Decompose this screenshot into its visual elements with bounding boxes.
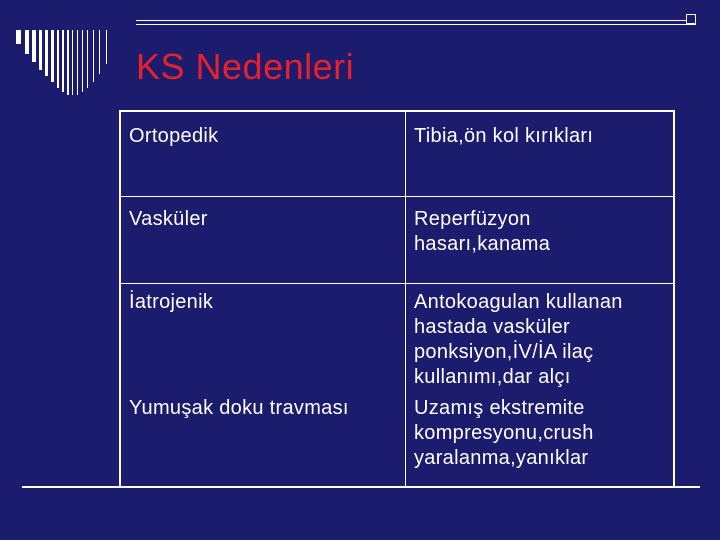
detail-cell xyxy=(406,112,674,197)
stripe-bar xyxy=(67,30,69,95)
causes-table xyxy=(119,110,675,488)
table-row xyxy=(121,197,673,284)
stripe-bar xyxy=(77,30,78,95)
stripe-bar xyxy=(93,30,94,82)
detail-line: hasarı,kanama xyxy=(414,233,551,255)
stripe-bar xyxy=(87,30,88,88)
stripe-bar xyxy=(51,30,54,82)
detail-line: Uzamış ekstremite xyxy=(414,397,585,419)
top-rule xyxy=(136,20,696,25)
detail-cell xyxy=(406,197,674,284)
top-rule-endmark xyxy=(686,14,696,24)
stripe-bar xyxy=(45,30,48,76)
detail-line: kompresyonu,crush xyxy=(414,422,594,444)
detail-line: yaralanma,yanıklar xyxy=(414,447,589,469)
detail-line: ponksiyon,İV/İA ilaç xyxy=(414,341,594,363)
cause-cell: Ortopedik xyxy=(121,112,406,197)
stripe-bar xyxy=(99,30,100,74)
cause-cell: Vasküler xyxy=(121,197,406,284)
stripe-bar xyxy=(72,30,73,95)
cause-cell: İatrojenik xyxy=(121,284,406,397)
detail-line: kullanımı,dar alçı xyxy=(414,366,571,388)
bottom-rule xyxy=(22,486,700,488)
table-row xyxy=(121,396,673,486)
detail-line: Reperfüzyon xyxy=(414,208,531,230)
detail-line: Tibia,ön kol kırıkları xyxy=(414,125,594,147)
cause-cell: Yumuşak doku travması xyxy=(121,396,406,486)
stripe-bar xyxy=(32,30,36,62)
table-row xyxy=(121,112,673,197)
detail-cell xyxy=(406,284,674,397)
stripe-bar xyxy=(39,30,42,70)
table-row xyxy=(121,284,673,397)
decorative-stripes xyxy=(16,30,136,95)
stripe-bar xyxy=(57,30,59,88)
stripe-bar xyxy=(25,30,29,54)
detail-cell xyxy=(406,396,674,486)
detail-line: Antokoagulan kullanan xyxy=(414,291,623,313)
detail-line: hastada vasküler xyxy=(414,316,571,338)
stripe-bar xyxy=(106,30,107,64)
slide-title: KS Nedenleri xyxy=(136,46,355,87)
stripe-bar xyxy=(62,30,64,92)
stripe-bar xyxy=(82,30,83,92)
stripe-bar xyxy=(16,30,21,44)
